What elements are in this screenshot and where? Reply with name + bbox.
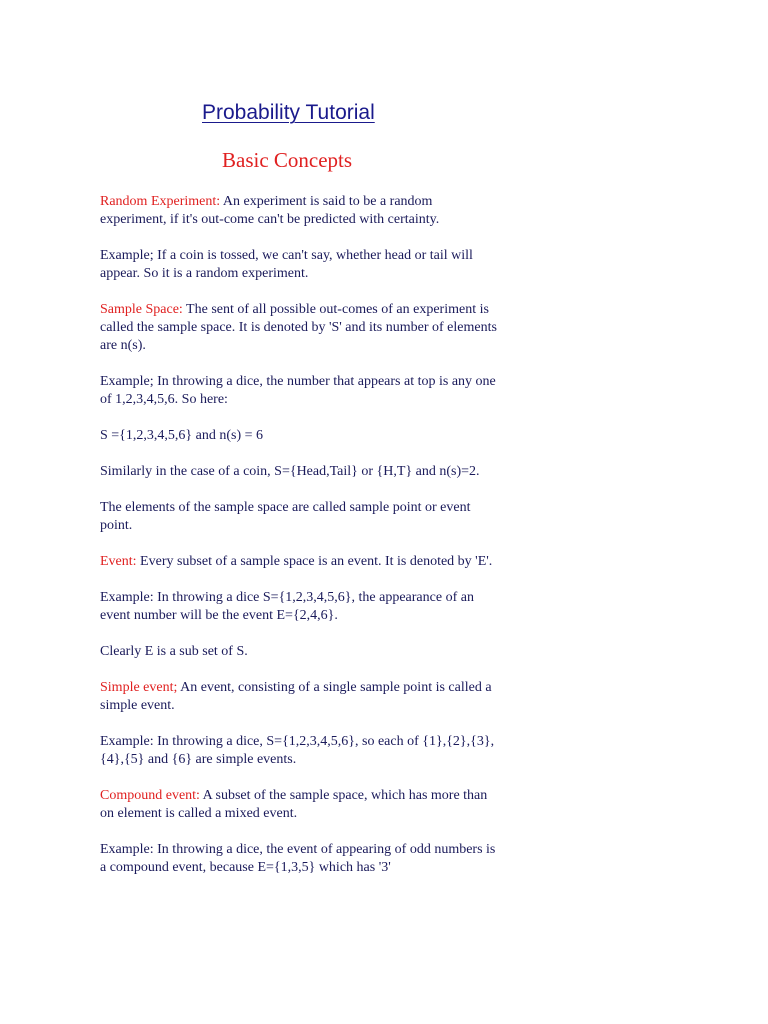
- paragraph-subset-note: [100, 643, 500, 661]
- paragraph-text: Clearly E is a sub set of S.: [100, 644, 248, 659]
- term-label: Compound event:: [100, 788, 200, 803]
- paragraph-text: The elements of the sample space are called sample point or event point.: [100, 500, 471, 533]
- paragraph-compound-event: [100, 787, 500, 823]
- term-label: Sample Space:: [100, 302, 183, 317]
- paragraph-text: Example: In throwing a dice, S={1,2,3,4,5,6}, so each of {1},{2},{3},{4},{5} and {6} are simple events.: [100, 734, 495, 767]
- term-label: Event:: [100, 554, 137, 569]
- document-body: [100, 193, 500, 895]
- term-label: Random Experiment:: [100, 194, 221, 209]
- paragraph-coin-example: [100, 247, 500, 283]
- paragraph-event: [100, 553, 500, 571]
- paragraph-text: Example: In throwing a dice S={1,2,3,4,5,6}, the appearance of an event number will be the event E={2,4,6}.: [100, 590, 474, 623]
- paragraph-simple-event: [100, 679, 500, 715]
- paragraph-text: An experiment is said to be a random experiment, if it's out-come can't be predicted with certainty.: [100, 194, 440, 227]
- page-title: Probability Tutorial: [202, 101, 375, 124]
- paragraph-compound-event-example: [100, 841, 500, 877]
- paragraph-event-example: [100, 589, 500, 625]
- paragraph-text: The sent of all possible out-comes of an experiment is called the sample space. It is denoted by 'S' and its number of elements are n(s).: [100, 302, 497, 353]
- page-subtitle: Basic Concepts: [222, 148, 353, 172]
- paragraph-random-experiment: [100, 193, 500, 229]
- paragraph-sample-space: [100, 301, 500, 355]
- paragraph-dice-example: [100, 373, 500, 409]
- paragraph-text: S ={1,2,3,4,5,6} and n(s) = 6: [100, 428, 264, 443]
- paragraph-sample-point: [100, 499, 500, 535]
- paragraph-simple-event-example: [100, 733, 500, 769]
- paragraph-coin-sample-space: [100, 463, 500, 481]
- term-label: Simple event;: [100, 680, 178, 695]
- paragraph-text: A subset of the sample space, which has more than on element is called a mixed event.: [100, 788, 488, 821]
- paragraph-text: An event, consisting of a single sample point is called a simple event.: [100, 680, 492, 713]
- paragraph-text: Every subset of a sample space is an event. It is denoted by 'E'.: [136, 554, 493, 569]
- paragraph-sample-space-formula: [100, 427, 500, 445]
- paragraph-text: Similarly in the case of a coin, S={Head,Tail} or {H,T} and n(s)=2.: [100, 464, 480, 479]
- paragraph-text: Example; In throwing a dice, the number that appears at top is any one of 1,2,3,4,5,6. So here:: [100, 374, 496, 407]
- paragraph-text: Example; If a coin is tossed, we can't say, whether head or tail will appear. So it is a random experiment.: [100, 248, 473, 281]
- paragraph-text: Example: In throwing a dice, the event of appearing of odd numbers is a compound event, because E={1,3,5} which has '3': [100, 842, 496, 875]
